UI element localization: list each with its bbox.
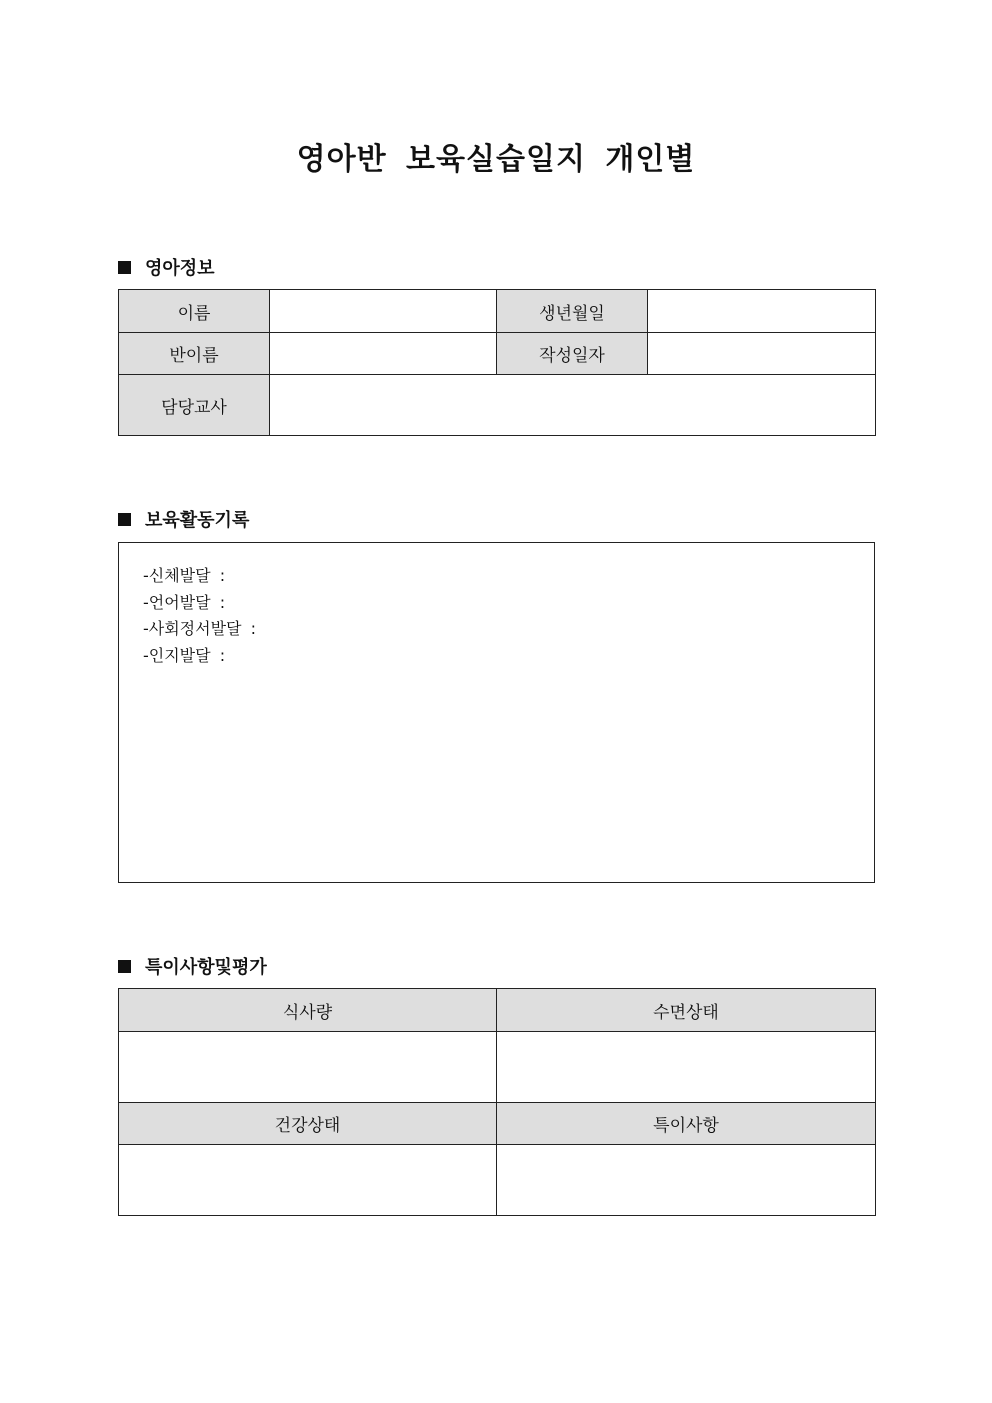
birthdate-label: 생년월일 [497,290,648,333]
infant-info-table [118,289,876,436]
record-line-physical [143,563,256,590]
section-heading-label: 영아정보 [145,258,215,279]
class-name-label: 반이름 [119,333,270,375]
section-heading-infant-info [118,254,215,280]
written-date-field[interactable] [648,333,876,375]
health-field[interactable] [119,1145,497,1216]
section-heading-label: 보육활동기록 [145,510,250,531]
meal-field[interactable] [119,1032,497,1103]
special-notes-label: 특이사항 [497,1103,876,1145]
record-line-label: -언어발달 [143,592,211,612]
sleep-field[interactable] [497,1032,876,1103]
record-line-separator: : [219,645,226,665]
record-line-label: -인지발달 [143,645,211,665]
record-line-social-emotional [143,616,256,643]
document-title: 영아반 보육실습일지 개인별 [296,142,696,177]
activity-record-list [143,563,256,669]
record-line-separator: : [219,592,226,612]
class-name-field[interactable] [270,333,497,375]
record-line-language [143,590,256,617]
health-label: 건강상태 [119,1103,497,1145]
written-date-label: 작성일자 [497,333,648,375]
record-line-label: -사회정서발달 [143,619,242,638]
meal-label: 식사량 [119,989,497,1032]
activity-record-box[interactable] [118,542,875,883]
teacher-field[interactable] [270,375,876,436]
record-line-separator: : [250,619,256,638]
square-bullet-icon [118,960,131,973]
section-heading-notes-evaluation [118,953,267,979]
record-line-label: -신체발달 [143,566,211,585]
square-bullet-icon [118,261,131,274]
teacher-label: 담당교사 [119,375,270,436]
birthdate-field[interactable] [648,290,876,333]
name-label: 이름 [119,290,270,333]
sleep-label: 수면상태 [497,989,876,1032]
section-heading-activity-record [118,506,249,532]
notes-evaluation-table [118,988,876,1216]
record-line-cognitive [143,643,256,670]
section-heading-label: 특이사항및평가 [145,957,267,978]
name-field[interactable] [270,290,497,333]
record-line-separator: : [219,566,226,585]
square-bullet-icon [118,513,131,526]
special-notes-field[interactable] [497,1145,876,1216]
